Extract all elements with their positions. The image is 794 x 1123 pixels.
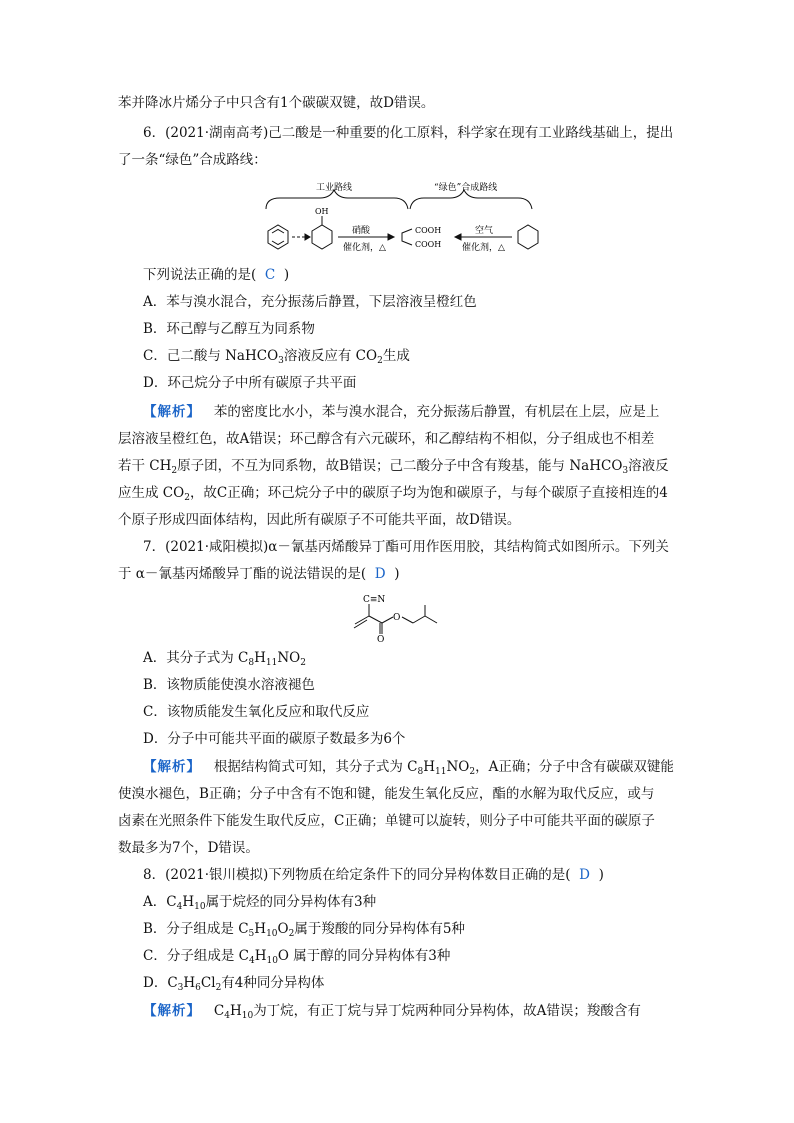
cooh-label-2: COOH [415, 240, 442, 249]
explanation-6-line: 应生成 $CO_2$，故C正确；环己烷分子中的碳原子均为饱和碳原子，与每个碳原子直接相连的4 [118, 485, 668, 503]
option-6d: D．环己烷分子中所有碳原子共平面 [143, 375, 357, 391]
reagent-catalyst-2: 催化剂，△ [462, 243, 505, 253]
option-8a: A．$C_4H_{10}$属于烷烃的同分异构体有3种 [143, 894, 377, 912]
question-6: 6．(2021·湖南高考)己二酸是一种重要的化工原料，科学家在现有工业路线基础上，提出 [143, 125, 674, 141]
option-8b: B．分子组成是 $C_5H_{10}O_2$属于羧酸的同分异构体有5种 [143, 921, 465, 939]
question-6-cont: 了一条“绿色”合成路线： [118, 152, 267, 168]
option-6b: B．环己醇与乙醇互为同系物 [143, 321, 315, 337]
explanation-6-line: 个原子形成四面体结构，因此所有碳原子不可能共平面，故D错误。 [118, 512, 521, 528]
option-8d: D．$C_3H_6Cl_2$有4种同分异构体 [143, 975, 325, 993]
answer-7: D [374, 566, 386, 582]
option-7b: B．该物质能使溴水溶液褪色 [143, 677, 315, 693]
explanation-7-line: 使溴水褪色，B正确；分子中含有不饱和键，能发生氧化反应，酯的水解为取代反应，或与 [118, 786, 655, 802]
explanation-label: 【解析】 [143, 759, 201, 775]
explanation-8: 【解析】 $C_4H_{10}$为丁烷，有正丁烷与异丁烷两种同分异构体，故A错误；羧酸含有 [143, 1003, 641, 1021]
explanation-label: 【解析】 [143, 404, 201, 420]
green-route-label: “绿色”合成路线 [434, 183, 498, 193]
text-line: 苯并降冰片烯分子中只含有1个碳碳双键，故D错误。 [118, 95, 435, 111]
option-6a: A．苯与溴水混合，充分振荡后静置，下层溶液呈橙红色 [143, 294, 477, 310]
explanation-6-line: 层溶液呈橙红色，故A错误；环己醇含有六元碳环，和乙醇结构不相似，分子组成也不相差 [118, 431, 655, 447]
explanation-6: 【解析】 苯的密度比水小，苯与溴水混合，充分振荡后静置，有机层在上层，应是上 [143, 404, 660, 420]
explanation-6-line: 若干 $CH_2$原子团，不互为同系物，故B错误；己二酸分子中含有羧基，能与 NaHCO$_3$溶液反 [118, 458, 669, 476]
question-8: 8．(2021·银川模拟)下列物质在给定条件下的同分异构体数目正确的是( D ) [143, 867, 604, 883]
carbonyl-oxygen-label: O [377, 635, 385, 642]
option-8c: C．分子组成是 $C_4H_{10}O$ 属于醇的同分异构体有3种 [143, 948, 451, 966]
reaction-scheme [250, 176, 560, 256]
option-7a: A．其分子式为 $C_8H_{11}NO_2$ [143, 650, 306, 668]
explanation-7-line: 数最多为7个，D错误。 [118, 840, 259, 856]
question-7-cont: 于 α－氰基丙烯酸异丁酯的说法错误的是( D ) [118, 566, 400, 582]
option-6c: C．己二酸与 NaHCO$_3$溶液反应有 $CO_2$生成 [143, 348, 410, 366]
explanation-7-line: 卤素在光照条件下能发生取代反应，C正确；单键可以旋转，则分子中可能共平面的碳原子 [118, 813, 655, 829]
option-7d: D．分子中可能共平面的碳原子数最多为6个 [143, 731, 406, 747]
reagent-nitric-acid: 硝酸 [352, 226, 371, 236]
oh-label: OH [315, 207, 329, 216]
reagent-air: 空气 [475, 226, 494, 236]
cyano-label: C≡N [363, 595, 386, 605]
question-7: 7．(2021·咸阳模拟)α－氰基丙烯酸异丁酯可用作医用胶，其结构简式如图所示。下列关 [143, 539, 669, 555]
structure-formula [345, 590, 455, 642]
cooh-label-1: COOH [415, 226, 442, 235]
ester-oxygen-label: O [393, 613, 401, 623]
reagent-catalyst-1: 催化剂，△ [343, 243, 386, 253]
industrial-route-label: 工业路线 [316, 183, 353, 193]
explanation-label: 【解析】 [143, 1003, 201, 1019]
question-6-prompt: 下列说法正确的是( C ) [143, 267, 290, 283]
answer-8: D [579, 867, 590, 883]
option-7c: C．该物质能发生氧化反应和取代反应 [143, 704, 370, 720]
explanation-7: 【解析】 根据结构简式可知，其分子式为 $C_8H_{11}NO_2$，A正确；分子中含有碳碳双键能 [143, 759, 674, 777]
answer-6: C [264, 267, 276, 283]
